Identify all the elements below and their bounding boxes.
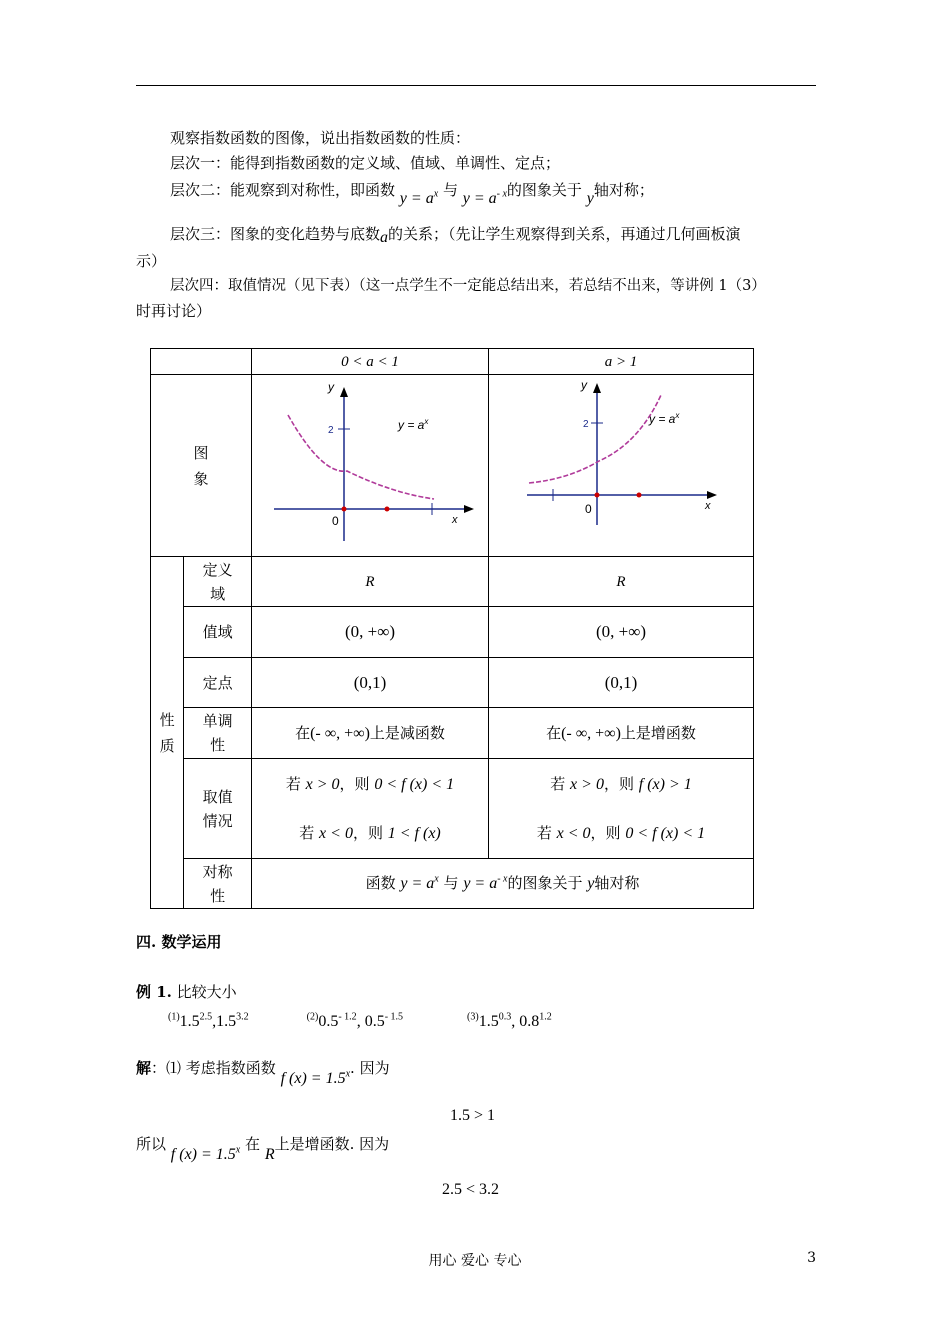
symmetry-label: 对称 性: [184, 859, 252, 909]
range-left: (0, +∞): [252, 607, 489, 658]
monotonic-label: 单调 性: [184, 708, 252, 759]
values-left: 若 x > 0，则 0 < f (x) < 1 若 x < 0，则 1 < f (x): [252, 759, 489, 859]
axis-y-label-right: y: [581, 378, 587, 392]
curve-label-right: $y = a^x$: [649, 411, 680, 426]
page-number: 3: [807, 1250, 816, 1266]
graph-right-cell: [489, 375, 754, 557]
header-rule: [136, 85, 816, 86]
axis-y-label: y: [328, 380, 334, 394]
domain-label: 定义 域: [184, 557, 252, 607]
range-right: (0, +∞): [489, 607, 754, 658]
graph-left-cell: [252, 375, 489, 557]
monotonic-left: 在(- ∞, +∞)上是减函数: [252, 708, 489, 759]
intro-line-4b: 示）: [136, 252, 167, 270]
values-right: 若 x > 0，则 f (x) > 1 若 x < 0，则 0 < f (x) < 1: [489, 759, 754, 859]
head-left: 0 < a < 1: [252, 349, 489, 375]
domain-right: R: [489, 557, 754, 607]
section-heading: 四. 数学运用: [136, 933, 222, 951]
fixed-point-right: (0,1): [489, 658, 754, 708]
axis-x-label-right: x: [705, 500, 711, 512]
solution-line-2: 所以 f $(x) = 1.5^x$ 在 R上是增函数. 因为: [136, 1135, 390, 1163]
symmetry-value: 函数 $y = a^x$ 与 $y = a^{- x}$的图象关于 y轴对称: [252, 859, 754, 909]
values-label: 取值 情况: [184, 759, 252, 859]
fixed-point-left: (0,1): [252, 658, 489, 708]
domain-left: R: [252, 557, 489, 607]
intro-line-2: 层次一：能得到指数函数的定义域、值域、单调性、定点；: [170, 154, 561, 172]
tick-2-label: 2: [328, 425, 334, 436]
intro-line-5: 层次四：取值情况（见下表）（这一点学生不一定能总结出来，若总结不出来，等讲例 1（3）: [170, 278, 766, 294]
origin-label-right: 0: [585, 502, 592, 516]
head-right: a > 1: [489, 349, 754, 375]
tick-2-label-right: 2: [583, 419, 589, 430]
graph-decreasing: [252, 375, 488, 549]
intro-line-5b: 时再讨论）: [136, 302, 212, 320]
group-properties: 性 质: [151, 557, 184, 909]
solution-line-1: 解：⑴ 考虑指数函数 f $(x) = 1.5^x$. 因为: [136, 1059, 390, 1087]
intro-line-4: 层次三：图象的变化趋势与底数a的关系；（先让学生观察得到关系，再通过几何画板演: [170, 225, 741, 246]
example-heading: 例 1. 比较大小: [136, 983, 237, 1001]
inequality-1: 1.5 > 1: [450, 1107, 496, 1124]
monotonic-right: 在(- ∞, +∞)上是增函数: [489, 708, 754, 759]
origin-label: 0: [332, 514, 339, 528]
intro-line-1: 观察指数函数的图像，说出指数函数的性质：: [170, 129, 471, 147]
footer-text: 用心 爱心 专心: [428, 1253, 522, 1269]
row-graph-label: 图 象: [151, 375, 252, 557]
axis-x-label: x: [452, 514, 458, 526]
range-label: 值域: [184, 607, 252, 658]
inequality-2: 2.5 < 3.2: [442, 1181, 500, 1198]
graph-increasing: [489, 375, 753, 549]
properties-table: [150, 348, 754, 909]
intro-line-3: 层次二：能观察到对称性，即函数 $y = a^x$ 与 $y = a^{- x}$的图象关于 y轴对称；: [170, 181, 654, 207]
table-corner: [151, 349, 252, 375]
fixed-point-label: 定点: [184, 658, 252, 708]
example-items: $^{(1)}1.5^{2.5},1.5^{3.2}$ $^{(2)}0.5^{- 1.2}$, $0.5^{- 1.5}$ $^{(3)}1.5^{0.3}$, $0.8^{1.2}$: [168, 1011, 552, 1030]
curve-label: $y = a^x$: [398, 417, 429, 432]
